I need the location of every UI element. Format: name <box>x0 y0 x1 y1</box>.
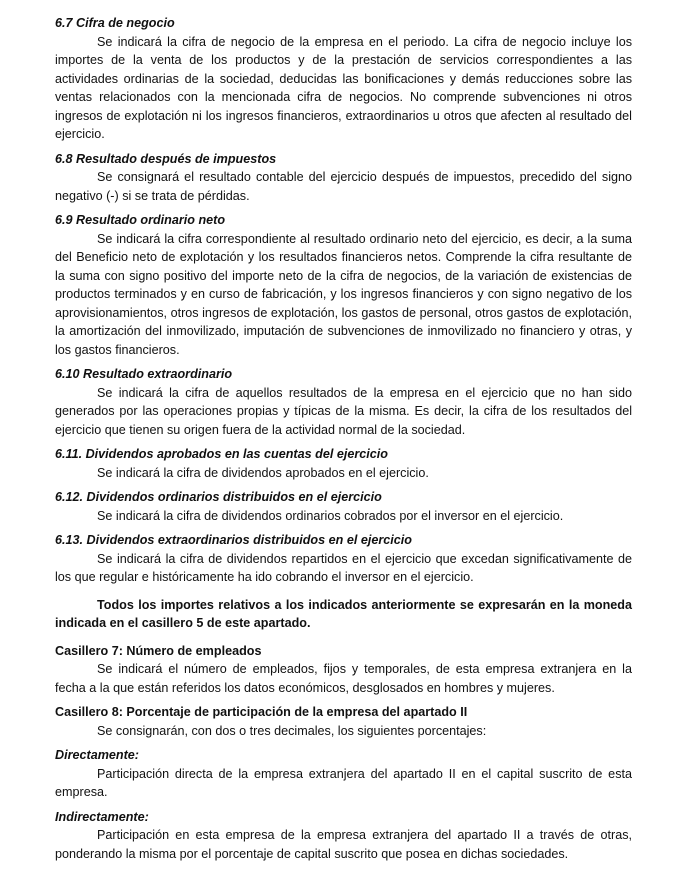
section-body: Se consignará el resultado contable del ejercicio después de impuestos, precedido del signo negativo (-) si se trata de pérdidas. <box>55 170 632 203</box>
section-body: Se indicará el número de empleados, fijos y temporales, de esta empresa extranjera en la fecha a la que están referidos los datos económicos, desglosados en hombres y mujeres. <box>55 662 632 695</box>
section-heading: 6.11. Dividendos aprobados en las cuentas del ejercicio <box>55 447 388 461</box>
section-heading: 6.9 Resultado ordinario neto <box>55 213 226 227</box>
section-dividendos-aprobados <box>55 445 632 482</box>
section-heading: 6.7 Cifra de negocio <box>55 16 175 30</box>
section-heading: Casillero 7: Número de empleados <box>55 643 262 658</box>
section-heading: 6.13. Dividendos extraordinarios distribuidos en el ejercicio <box>55 533 412 547</box>
section-indirectamente <box>55 808 632 864</box>
section-body: Participación en esta empresa de la empresa extranjera del apartado II a través de otras, ponderando la misma por el porcentaje de capital suscrito que posea en dichas sociedades. <box>55 828 632 861</box>
section-body: Se consignarán, con dos o tres decimales, los siguientes porcentajes: <box>97 723 487 738</box>
section-casillero-8 <box>55 703 632 740</box>
section-heading: 6.12. Dividendos ordinarios distribuidos en el ejercicio <box>55 490 382 504</box>
section-heading: Indirectamente: <box>55 809 149 824</box>
section-body: Se indicará la cifra de aquellos resultados de la empresa en el ejercicio que no han sido generados por las operaciones propias y típicas de la misma. Es decir, la cifra de los resultados del ejercicio que tienen su origen fuera de la actividad normal de la sociedad. <box>55 385 632 437</box>
section-body: Se indicará la cifra de dividendos aprobados en el ejercicio. <box>97 465 429 480</box>
currency-note: Todos los importes relativos a los indicados anteriormente se expresarán en la moneda indicada en el casillero 5 de este apartado. <box>55 597 632 630</box>
section-body: Se indicará la cifra correspondiente al resultado ordinario neto del ejercicio, es decir, a la suma del Beneficio neto de explotación y los resultados financieros netos. Comprende la cifra resultante de la suma con signo positivo del importe neto de la cifra de negocios, de la variación de existencias de productos terminados y en curso de fabricación, y los ingresos financieros y con signo negativo de los aprovisionamientos, otros ingresos de explotación, los gastos de personal, otros gastos de explotación, la amortización del inmovilizado, imputación de subvenciones de inmovilizado no financiero y otras, y los gastos financieros. <box>55 231 632 357</box>
section-resultado-extraordinario <box>55 365 632 439</box>
section-dividendos-extraordinarios <box>55 531 632 587</box>
section-heading: 6.8 Resultado después de impuestos <box>55 151 277 166</box>
section-directamente <box>55 746 632 802</box>
section-body: Se indicará la cifra de dividendos repartidos en el ejercicio que excedan significativamente de los que regular e históricamente ha ido cobrando el inversor en el ejercicio. <box>55 551 632 584</box>
section-dividendos-ordinarios <box>55 488 632 525</box>
section-heading: 6.10 Resultado extraordinario <box>55 367 233 381</box>
section-body: Participación directa de la empresa extranjera del apartado II en el capital suscrito de esta empresa. <box>55 766 632 799</box>
section-resultado-ordinario-neto <box>55 211 632 359</box>
section-body: Se indicará la cifra de dividendos ordinarios cobrados por el inversor en el ejercicio. <box>97 508 564 523</box>
section-cifra-negocio <box>55 14 632 144</box>
section-heading: Directamente: <box>55 748 139 762</box>
section-heading: Casillero 8: Porcentaje de participación de la empresa del apartado II <box>55 705 468 719</box>
section-resultado-despues-impuestos <box>55 150 632 206</box>
section-body: Se indicará la cifra de negocio de la empresa en el periodo. La cifra de negocio incluye los importes de la venta de los productos y de la prestación de servicios correspondientes a las actividades ordinarias de la sociedad, deducidas las bonificaciones y demás reducciones sobre las ventas relacionados con la mencionada cifra de negocios. No comprende subvenciones ni otros ingresos de explotación ni los ingresos financieros, extraordinarios u otros que afecten al resultado del ejercicio. <box>55 34 632 141</box>
section-casillero-7 <box>55 642 632 698</box>
